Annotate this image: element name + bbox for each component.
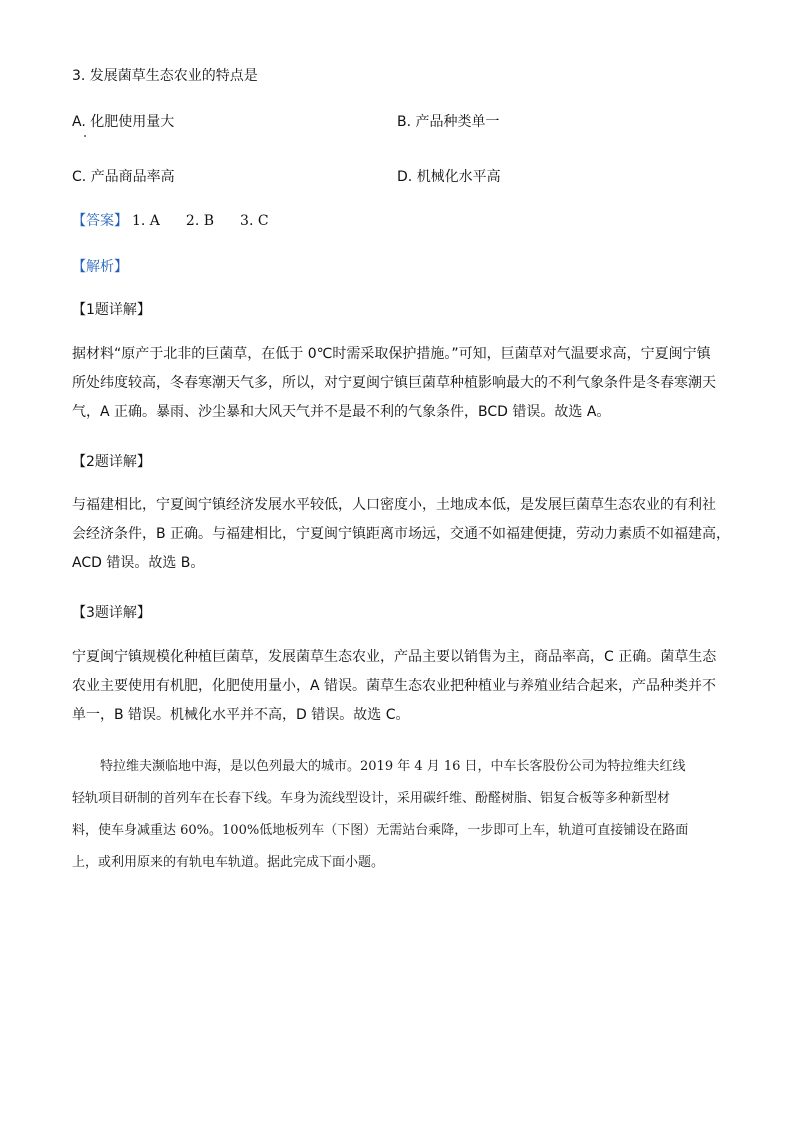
answer-row xyxy=(72,211,269,231)
answer-item-3: 3. C xyxy=(240,213,269,229)
detail-3-heading: 【3题详解】 xyxy=(72,605,151,621)
option-b-text: 产品种类单一 xyxy=(415,114,500,130)
material-line: 轻轨项目研制的首列车在长春下线。车身为流线型设计，采用碳纤维、酚醛树脂、铝复合板等多种新型材 xyxy=(72,791,671,806)
option-b xyxy=(397,112,500,132)
option-c xyxy=(72,167,175,187)
option-a-text: 化肥使用量大 xyxy=(90,114,175,130)
detail-3-line: 单一，B 错误。机械化水平并不高，D 错误。故选 C。 xyxy=(72,707,410,723)
answer-item-2: 2. B xyxy=(185,213,215,229)
material-paragraph xyxy=(72,751,722,879)
option-d-label: D. xyxy=(397,169,413,185)
detail-3-line: 宁夏闽宁镇规模化种植巨菌草，发展菌草生态农业，产品主要以销售为主，商品率高，C 正确。菌草生态 xyxy=(72,649,717,665)
material-line: 特拉维夫濒临地中海，是以色列最大的城市。2019 年 4 月 16 日，中车长客股份公司为特拉维夫红线 xyxy=(100,759,686,774)
option-a xyxy=(72,112,174,132)
question-title: 3. 发展菌草生态农业的特点是 xyxy=(72,68,258,84)
detail-1-line: 所处纬度较高，冬春寒潮天气多，所以，对宁夏闽宁镇巨菌草种植影响最大的不利气象条件是冬春寒潮天 xyxy=(72,375,716,391)
material-line: 上，或利用原来的有轨电车轨道。据此完成下面小题。 xyxy=(72,855,385,870)
detail-1-paragraph xyxy=(72,340,732,427)
option-c-text: 产品商品率高 xyxy=(90,169,175,185)
detail-1-heading: 【1题详解】 xyxy=(72,302,151,318)
detail-1-line: 据材料“原产于北非的巨菌草，在低于 0℃时需采取保护措施。”可知，巨菌草对气温要求高，宁夏闽宁镇 xyxy=(72,346,711,362)
option-b-label: B. xyxy=(397,114,412,130)
option-a-label: A. xyxy=(72,114,86,130)
detail-2-line: ACD 错误。故选 B。 xyxy=(72,555,205,571)
detail-2-heading: 【2题详解】 xyxy=(72,454,151,470)
detail-3-line: 农业主要使用有机肥，化肥使用量小，A 错误。菌草生态农业把种植业与养殖业结合起来，产品种类并不 xyxy=(72,678,717,694)
detail-3-paragraph xyxy=(72,643,732,730)
material-line: 料，使车身减重达 60%。100%低地板列车（下图）无需站台乘降，一步即可上车，轨道可直接铺设在路面 xyxy=(72,823,689,838)
answer-item-1: 1. A xyxy=(132,213,160,229)
answer-tag: 【答案】 xyxy=(72,213,128,229)
option-d-text: 机械化水平高 xyxy=(416,169,501,185)
option-d xyxy=(397,167,501,187)
option-c-label: C. xyxy=(72,169,87,185)
detail-2-line: 会经济条件，B 正确。与福建相比，宁夏闽宁镇距离市场远，交通不如福建便捷，劳动力素质不如福建高， xyxy=(72,526,731,542)
detail-2-paragraph xyxy=(72,491,732,578)
stray-dot xyxy=(84,135,86,137)
detail-2-line: 与福建相比，宁夏闽宁镇经济发展水平较低，人口密度小，土地成本低，是发展巨菌草生态农业的有利社 xyxy=(72,497,716,513)
analysis-tag: 【解析】 xyxy=(72,259,128,275)
detail-1-line: 气，A 正确。暴雨、沙尘暴和大风天气并不是最不利的气象条件，BCD 错误。故选 A。 xyxy=(72,404,611,420)
